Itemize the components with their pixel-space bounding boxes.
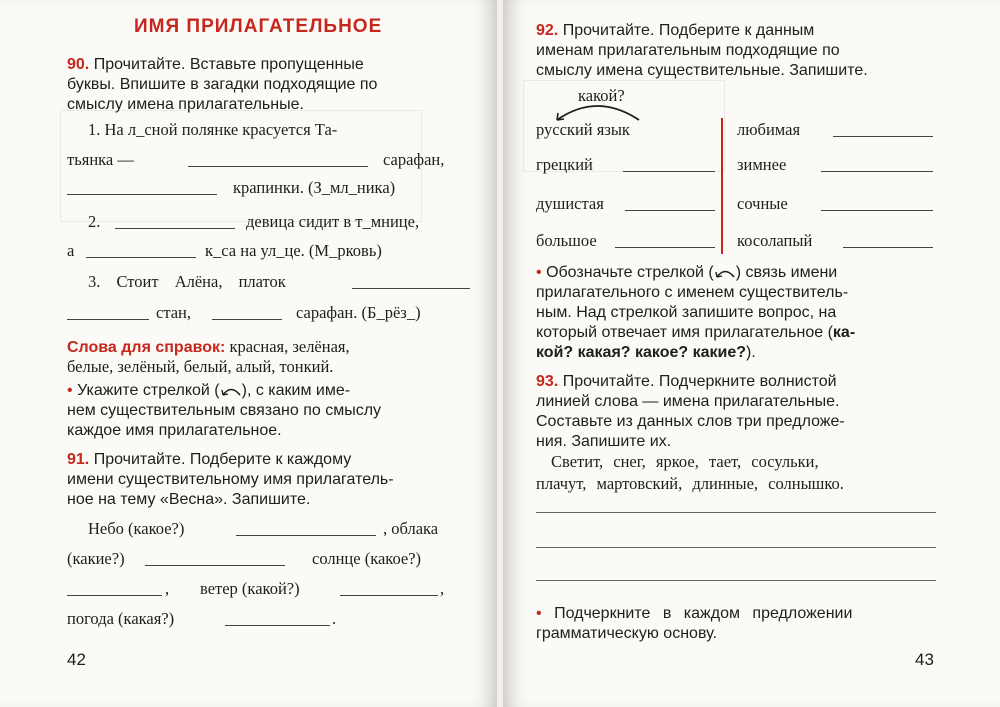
ex92-task-line1: • Обозначьте стрелкой ( ) связь имени [536, 264, 838, 281]
adj-right-4: косолапый [737, 231, 813, 250]
answer-blank[interactable] [212, 319, 282, 320]
ex93-instr-line1: 93. Прочитайте. Подчеркните волнистой [536, 373, 837, 390]
ex90-task-line1: • Укажите стрелкой ( ), с каким име- [67, 382, 351, 399]
ex91-clouds-q: (какие?) [67, 549, 125, 568]
arrow-arc-icon [714, 267, 736, 279]
ex90-number: 90. [67, 56, 90, 73]
ex91-clouds: , облака [383, 519, 439, 538]
ex92-task-line5: кой? какая? какое? какие?). [536, 344, 756, 361]
adj-right-2: зимнее [737, 155, 787, 174]
section-title: ИМЯ ПРИЛАГАТЕЛЬНОЕ [134, 16, 383, 37]
page-number-right: 43 [915, 650, 934, 669]
ex91-wind: ветер (какой?) [200, 579, 300, 598]
riddle3-line1: 3. Стоит Алёна, платок [88, 272, 286, 291]
ex92-task-line4: который отвечает имя прилагательное (ка- [536, 324, 856, 341]
adj-left-4: большое [536, 231, 597, 250]
adj-left-3: душистая [536, 194, 604, 213]
ex91-instr-line2: имени существительному имя прилагатель- [67, 471, 394, 488]
answer-blank[interactable] [821, 210, 933, 211]
answer-blank[interactable] [188, 166, 368, 167]
answer-blank[interactable] [86, 257, 196, 258]
riddle2-a: а [67, 241, 75, 260]
arrow-arc-icon [220, 385, 242, 397]
riddle3-stan: стан, [156, 303, 192, 322]
bullet: • [67, 382, 73, 399]
riddle1-line3: крапинки. (З_мл_ника) [233, 178, 396, 197]
final-task-line2: грамматическую основу. [536, 625, 717, 642]
riddle2-line2: к_са на ул_це. (М_рковь) [205, 241, 382, 260]
ex93-instr-line4: ния. Запишите их. [536, 433, 672, 450]
left-page [0, 0, 497, 707]
answer-blank[interactable] [145, 565, 285, 566]
answer-blank[interactable] [833, 136, 933, 137]
ex90-instr-line2: буквы. Впишите в загадки подходящие по [67, 76, 378, 93]
answer-blank[interactable] [623, 171, 715, 172]
adj-left-1: русский язык [536, 120, 630, 139]
answer-blank[interactable] [115, 228, 235, 229]
writing-line[interactable] [536, 512, 936, 513]
reference-label: Слова для справок: [67, 339, 226, 356]
ex93-words-line1: Светит, снег, яркое, тает, сосульки, [551, 452, 819, 471]
ex91-weather: погода (какая?) [67, 609, 175, 628]
riddle1-line2b: сарафан, [383, 150, 445, 169]
ex91-comma2: , [440, 579, 445, 598]
column-divider [721, 118, 723, 254]
riddle1-line2a: тьянка — [67, 150, 134, 169]
page-number-left: 42 [67, 650, 86, 669]
ex93-words-line2: плачут, мартовский, длинные, солнышко. [536, 474, 844, 493]
answer-blank[interactable] [821, 171, 933, 172]
question-label: какой? [578, 86, 625, 105]
writing-line[interactable] [536, 580, 936, 581]
answer-blank[interactable] [352, 288, 470, 289]
answer-blank[interactable] [67, 319, 149, 320]
bullet: • [536, 264, 542, 281]
bullet: • [536, 605, 542, 622]
ex92-instr-line1: 92. Прочитайте. Подберите к данным [536, 22, 815, 39]
ex92-task-line2: прилагательного с именем существитель- [536, 284, 849, 301]
ex91-sky: Небо (какое?) [88, 519, 185, 538]
riddle3-end: сарафан. (Б_рёз_) [296, 303, 421, 322]
adj-right-3: сочные [737, 194, 788, 213]
riddle2-line1: девица сидит в т_мнице, [246, 212, 420, 231]
riddle1-line1: 1. На л_сной полянке красуется Та- [88, 120, 338, 139]
riddle2-num: 2. [88, 212, 101, 231]
reference-words-line1: Слова для справок: красная, зелёная, [67, 337, 350, 356]
ex93-instr-line2: линией слова — имена прилагательные. [536, 393, 840, 410]
final-task-line1: • Подчеркните в каждом предложении [536, 605, 853, 622]
ex91-instr-line1: 91. Прочитайте. Подберите к каждому [67, 451, 352, 468]
ex90-instr-line3: смыслу имена прилагательные. [67, 96, 304, 113]
answer-blank[interactable] [340, 595, 438, 596]
ex91-number: 91. [67, 451, 90, 468]
right-page [503, 0, 1000, 707]
ex93-number: 93. [536, 373, 559, 390]
answer-blank[interactable] [67, 194, 217, 195]
ex92-task-line3: ным. Над стрелкой запишите вопрос, на [536, 304, 837, 321]
answer-blank[interactable] [67, 595, 162, 596]
adj-right-1: любимая [737, 120, 801, 139]
adj-left-2: грецкий [536, 155, 593, 174]
answer-blank[interactable] [615, 247, 715, 248]
answer-blank[interactable] [236, 535, 376, 536]
ex91-instr-line3: ное на тему «Весна». Запишите. [67, 491, 311, 508]
ex91-sun: солнце (какое?) [312, 549, 422, 568]
ex91-period: . [332, 609, 337, 628]
ex93-instr-line3: Составьте из данных слов три предложе- [536, 413, 845, 430]
ex91-comma1: , [165, 579, 170, 598]
ex92-number: 92. [536, 22, 559, 39]
ex90-task-line2: нем существительным связано по смыслу [67, 402, 382, 419]
writing-line[interactable] [536, 547, 936, 548]
ex90-task-line3: каждое имя прилагательное. [67, 422, 282, 439]
reference-words-line2: белые, зелёный, белый, алый, тонкий. [67, 357, 334, 376]
ex92-instr-line2: именам прилагательным подходящие по [536, 42, 840, 59]
ex90-instr-line1: 90. Прочитайте. Вставьте пропущенные [67, 56, 364, 73]
answer-blank[interactable] [843, 247, 933, 248]
answer-blank[interactable] [625, 210, 715, 211]
ex92-instr-line3: смыслу имена существительные. Запишите. [536, 62, 868, 79]
answer-blank[interactable] [225, 625, 330, 626]
